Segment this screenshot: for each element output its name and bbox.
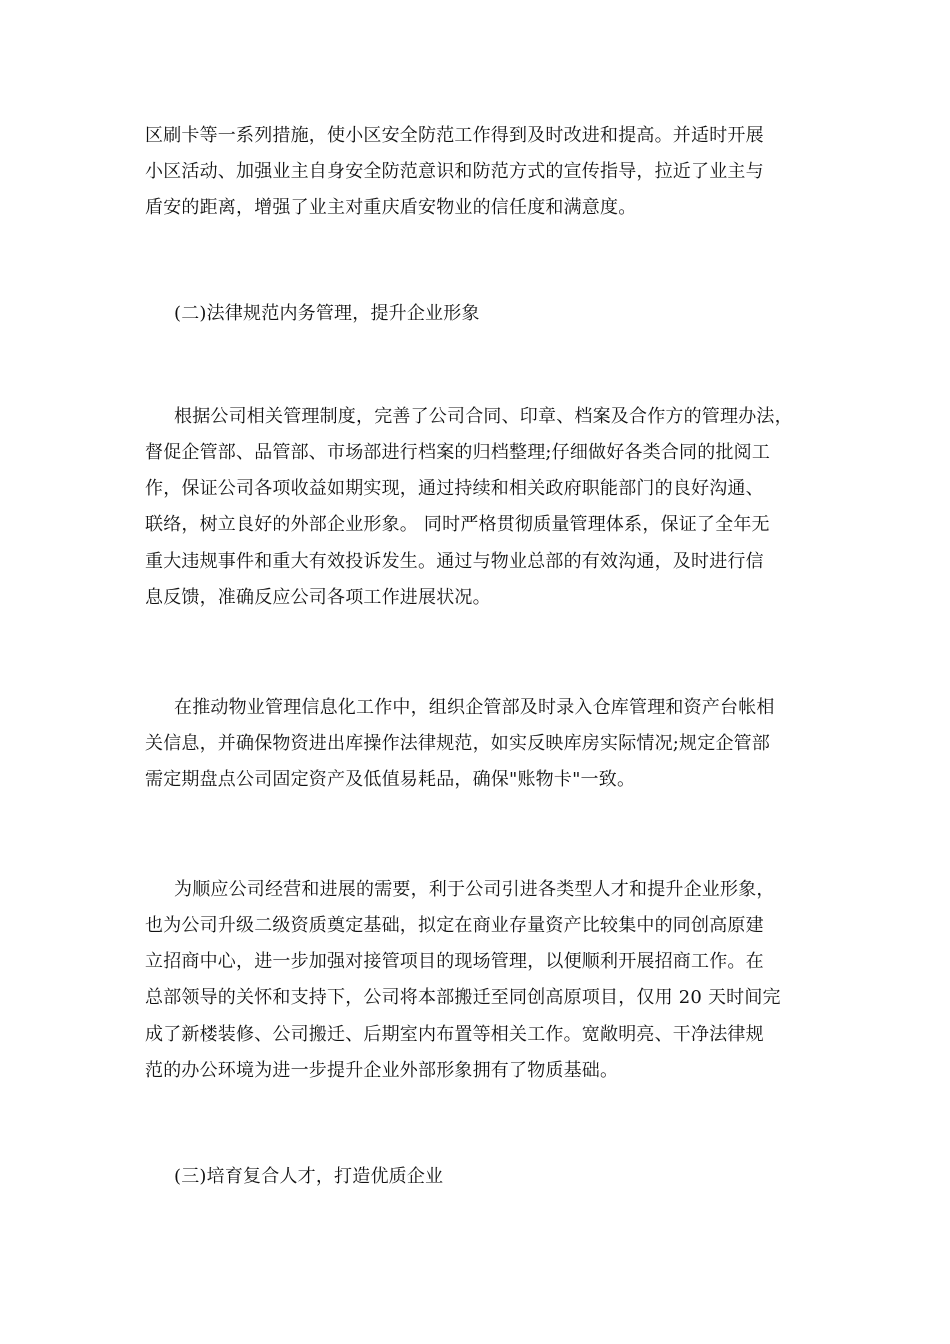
paragraph-line: 联络，树立良好的外部企业形象。 同时严格贯彻质量管理体系，保证了全年无 xyxy=(145,514,770,535)
paragraph-line: 督促企管部、品管部、市场部进行档案的归档整理;仔细做好各类合同的批阅工 xyxy=(145,442,771,463)
paragraph-line: 也为公司升级二级资质奠定基础，拟定在商业存量资产比较集中的同创高原建 xyxy=(145,915,764,936)
paragraph-line: 在推动物业管理信息化工作中，组织企管部及时录入仓库管理和资产台帐相 xyxy=(174,697,775,718)
paragraph-line: 关信息，并确保物资进出库操作法律规范，如实反映库房实际情况;规定企管部 xyxy=(145,733,771,754)
paragraph-line: 小区活动、加强业主自身安全防范意识和防范方式的宣传指导，拉近了业主与 xyxy=(145,161,764,182)
paragraph-line: 作，保证公司各项收益如期实现，通过持续和相关政府职能部门的良好沟通、 xyxy=(145,478,764,499)
paragraph-line: 立招商中心，进一步加强对接管项目的现场管理，以便顺利开展招商工作。在 xyxy=(145,951,764,972)
paragraph-line: 范的办公环境为进一步提升企业外部形象拥有了物质基础。 xyxy=(145,1060,619,1081)
paragraph-line: 总部领导的关怀和支持下，公司将本部搬迁至同创高原项目，仅用 20 天时间完 xyxy=(145,987,781,1008)
paragraph-line: 需定期盘点公司固定资产及低值易耗品，确保"账物卡"一致。 xyxy=(145,769,636,790)
paragraph-line: 根据公司相关管理制度，完善了公司合同、印章、档案及合作方的管理办法， xyxy=(174,406,793,427)
paragraph-line: 重大违规事件和重大有效投诉发生。通过与物业总部的有效沟通，及时进行信 xyxy=(145,551,764,572)
paragraph-line: 成了新楼装修、公司搬迁、后期室内布置等相关工作。宽敞明亮、干净法律规 xyxy=(145,1024,764,1045)
paragraph-line: 息反馈，准确反应公司各项工作进展状况。 xyxy=(145,587,491,608)
paragraph-line: 区刷卡等一系列措施，使小区安全防范工作得到及时改进和提高。并适时开展 xyxy=(145,125,764,146)
section-heading: (三)培育复合人才，打造优质企业 xyxy=(174,1166,444,1187)
paragraph-line: 盾安的距离，增强了业主对重庆盾安物业的信任度和满意度。 xyxy=(145,197,637,218)
paragraph-line: 为顺应公司经营和进展的需要，利于公司引进各类型人才和提升企业形象， xyxy=(174,879,775,900)
section-heading: (二)法律规范内务管理，提升企业形象 xyxy=(174,303,480,324)
